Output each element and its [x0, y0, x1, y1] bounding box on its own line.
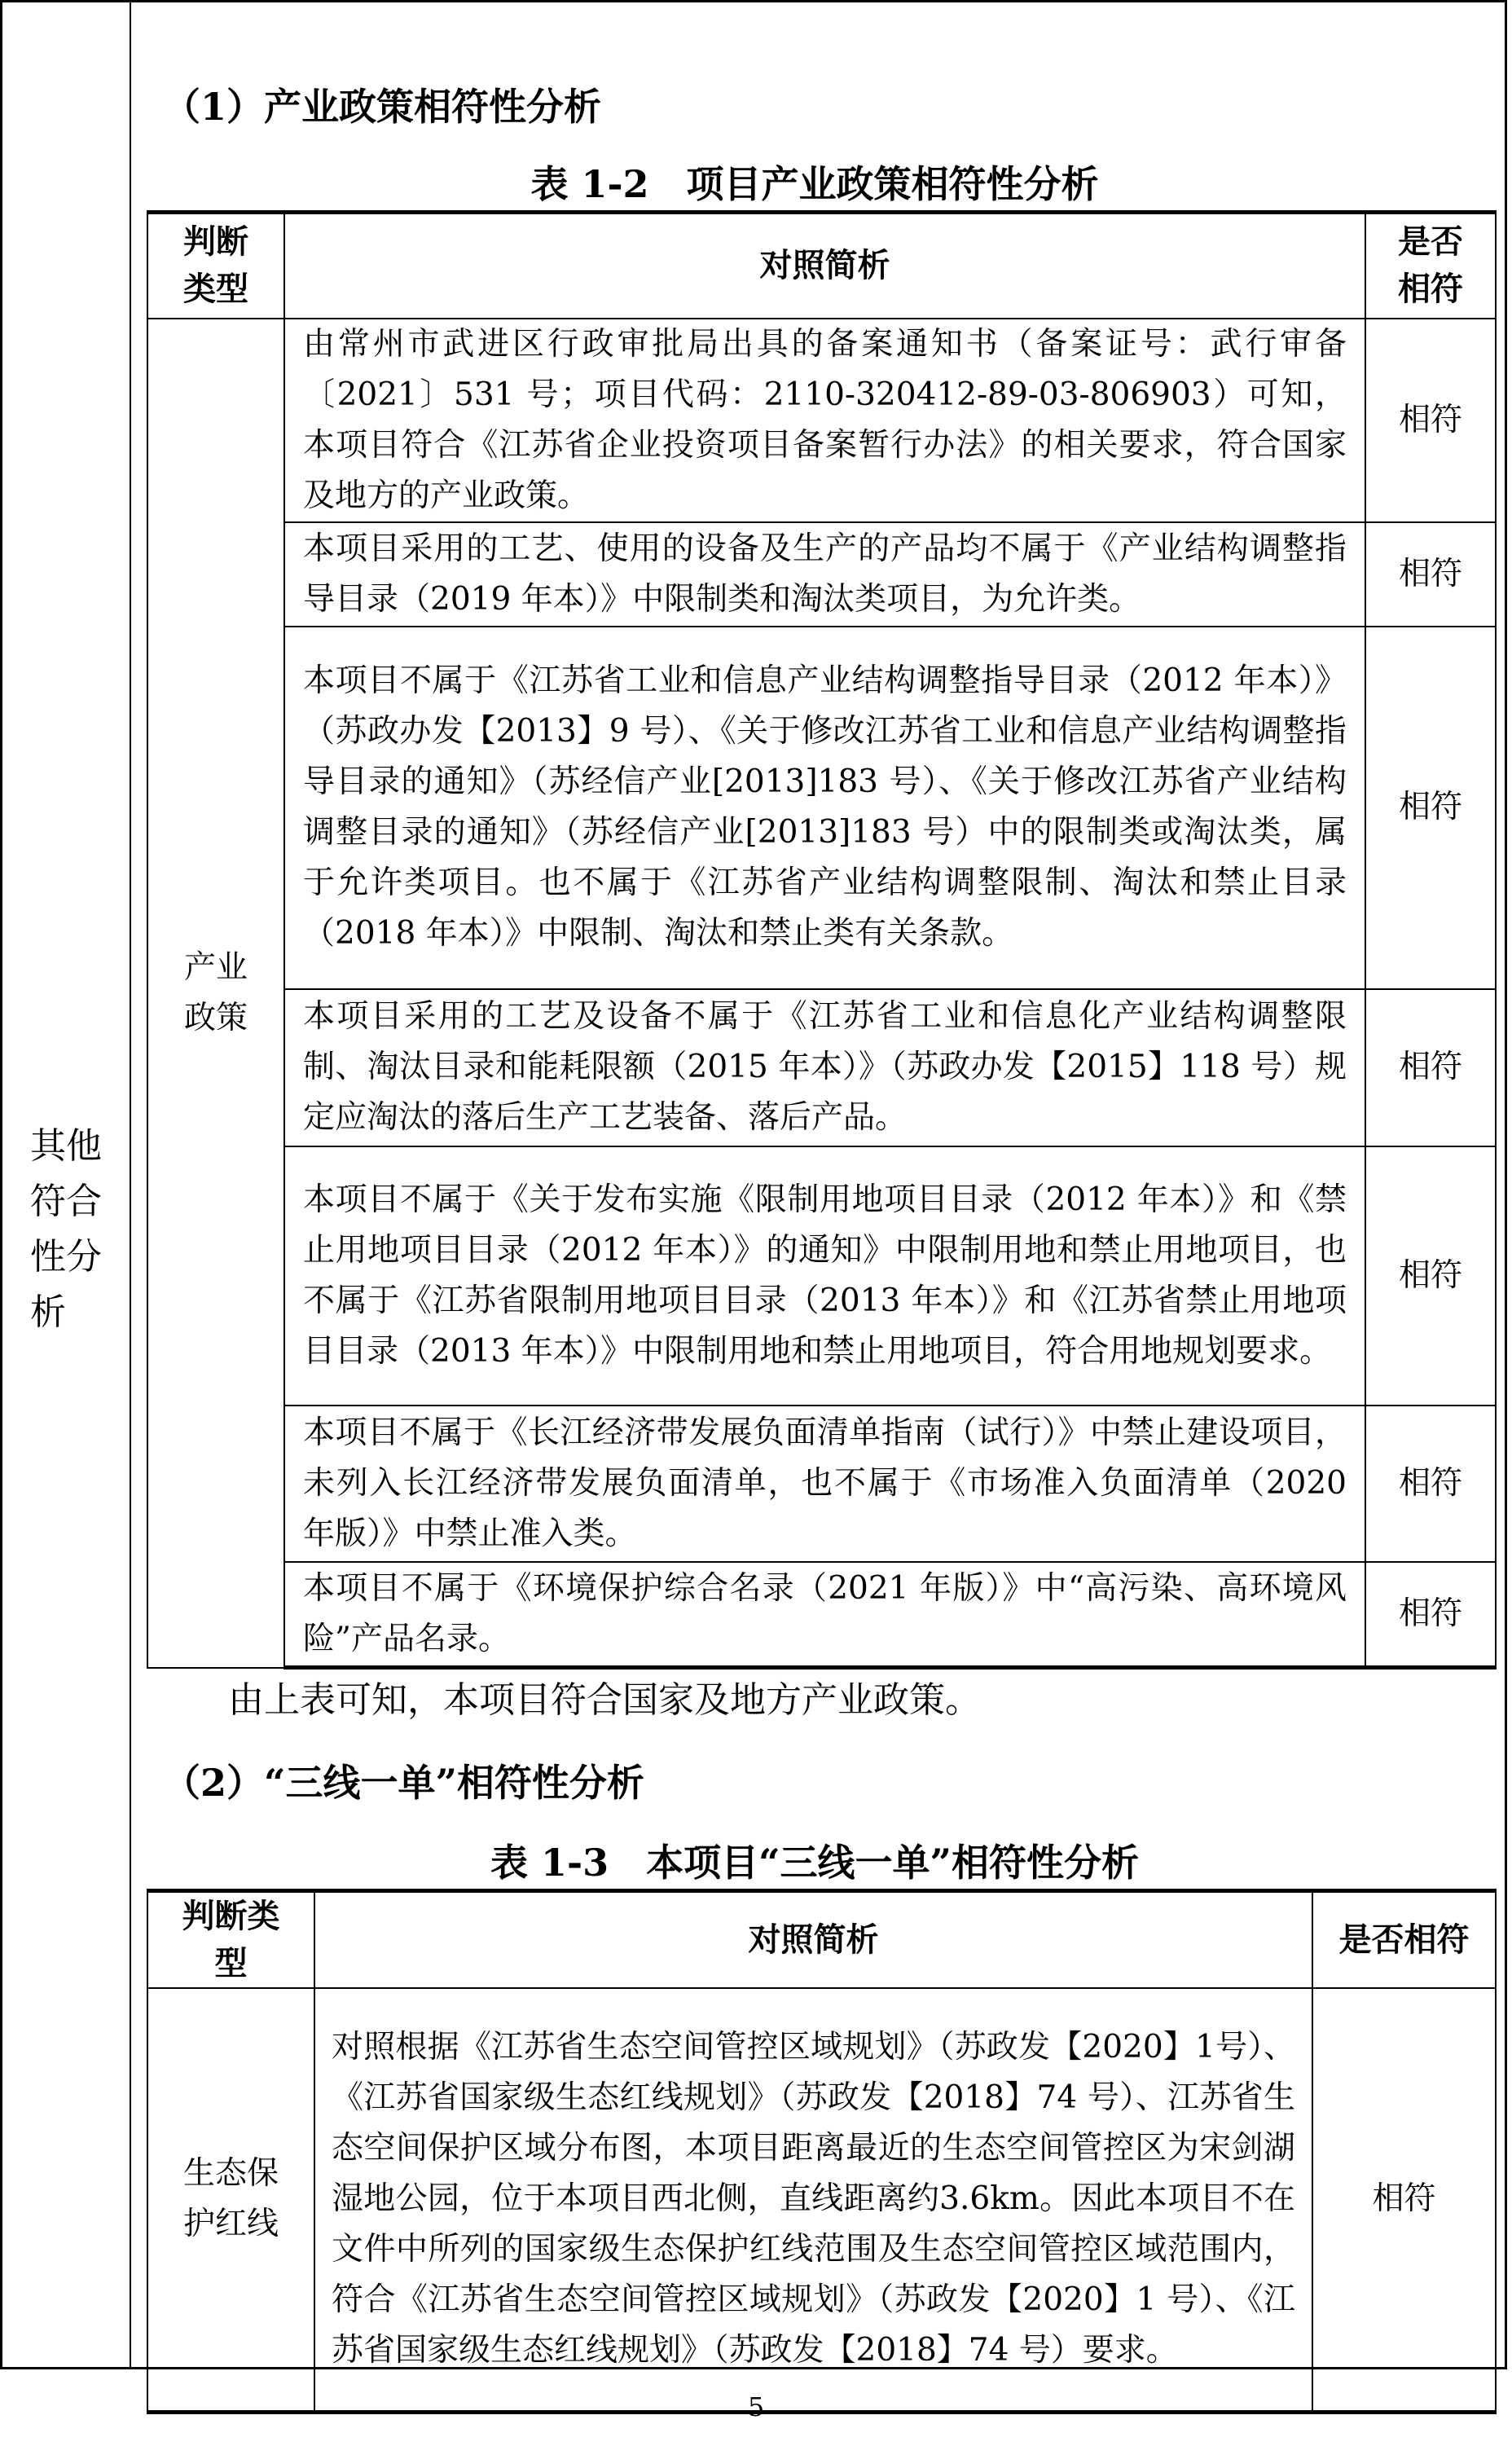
page-number: 5: [747, 2391, 765, 2422]
analysis-cell: 本项目不属于《关于发布实施《限制用地项目目录（2012 年本）》和《禁止用地项目目录（2012 年本）》的通知》中限制用地和禁止用地项目，也不属于《江苏省限制用地项目目录（2013 年本）》和《江苏省禁止用地项目目录（2013 年本）》中限制用地和禁止用地项目，符合用地规划要求。: [284, 1146, 1365, 1406]
analysis-cell: 由常州市武进区行政审批局出具的备案通知书（备案证号：武行审备〔2021〕531 号；项目代码：2110-320412-89-03-806903）可知，本项目符合《江苏省企业投资项目备案暂行办法》的相关要求，符合国家及地方的产业政策。: [284, 319, 1365, 522]
compliance-cell: 相符: [1365, 1146, 1496, 1406]
compliance-cell: 相符: [1365, 522, 1496, 627]
table-1-2-caption: 表 1-2 项目产业政策相符性分析: [530, 162, 1099, 206]
analysis-cell: 本项目不属于《江苏省工业和信息产业结构调整指导目录（2012 年本）》（苏政办发【2013】9 号）、《关于修改江苏省工业和信息产业结构调整指导目录的通知》（苏经信产业[2013]183 号）、《关于修改江苏省产业结构调整目录的通知》（苏经信产业[2013]183 号）中的限制类或淘汰类，属于允许类项目。也不属于《江苏省产业结构调整限制、淘汰和禁止目录（2018 年本）》中限制、淘汰和禁止类有关条款。: [284, 627, 1365, 989]
summary-text: 由上表可知，本项目符合国家及地方产业政策。: [228, 1679, 981, 1721]
industry-policy-table: [147, 210, 1497, 1670]
compliance-cell: 相符: [1365, 627, 1496, 989]
section-2-heading: （2）“三线一单”相符性分析: [163, 1761, 644, 1805]
compliance-cell: 相符: [1365, 1406, 1496, 1562]
table-row: [147, 1406, 1496, 1562]
table-row: [147, 627, 1496, 989]
header-judgment-type: 判断类型: [147, 1891, 314, 1989]
judgment-type-cell: 产业政策: [147, 319, 284, 1668]
header-judgment-type: 判断类型: [147, 213, 284, 319]
table-row: [147, 989, 1496, 1146]
header-comparison-analysis: 对照简析: [284, 213, 1365, 319]
table-row: [147, 1146, 1496, 1406]
analysis-cell: 本项目不属于《长江经济带发展负面清单指南（试行）》中禁止建设项目，未列入长江经济带发展负面清单，也不属于《市场准入负面清单（2020 年版）》中禁止准入类。: [284, 1406, 1365, 1562]
header-comparison-analysis: 对照简析: [314, 1891, 1312, 1989]
analysis-cell: 对照根据《江苏省生态空间管控区域规划》（苏政发【2020】1号）、《江苏省国家级生态红线规划》（苏政发【2018】74 号）、江苏省生态空间保护区域分布图，本项目距离最近的生态空间管控区为宋剑湖湿地公园，位于本项目西北侧，直线距离约3.6km。因此本项目不在文件中所列的国家级生态保护红线范围及生态空间管控区域范围内，符合《江苏省生态空间管控区域规划》（苏政发【2020】1 号）、《江苏省国家级生态红线规划》（苏政发【2018】74 号）要求。: [314, 1988, 1312, 2412]
compliance-cell: 相符: [1365, 1562, 1496, 1668]
analysis-cell: 本项目采用的工艺及设备不属于《江苏省工业和信息化产业结构调整限制、淘汰目录和能耗限额（2015 年本）》（苏政办发【2015】118 号）规定应淘汰的落后生产工艺装备、落后产品。: [284, 989, 1365, 1146]
header-compliance: 是否相符: [1312, 1891, 1496, 1989]
table-row: [147, 1988, 1496, 2412]
header-compliance: 是否相符: [1365, 213, 1496, 319]
compliance-cell: 相符: [1365, 319, 1496, 522]
section-1-heading: （1）产业政策相符性分析: [163, 85, 602, 129]
compliance-cell: 相符: [1312, 1988, 1496, 2412]
left-category-column: [2, 2, 131, 2367]
compliance-cell: 相符: [1365, 989, 1496, 1146]
analysis-cell: 本项目不属于《环境保护综合名录（2021 年版）》中“高污染、高环境风险”产品名录。: [284, 1562, 1365, 1668]
table-row: [147, 1562, 1496, 1668]
judgment-type-cell: 生态保护红线: [147, 1988, 314, 2412]
three-lines-one-list-table: [147, 1889, 1497, 2414]
table-row: [147, 522, 1496, 627]
left-category-label: 其他 符合 性分 析: [30, 1125, 102, 1333]
analysis-cell: 本项目采用的工艺、使用的设备及生产的产品均不属于《产业结构调整指导目录（2019 年本）》中限制类和淘汰类项目，为允许类。: [284, 522, 1365, 627]
table-1-3-caption: 表 1-3 本项目“三线一单”相符性分析: [490, 1841, 1140, 1885]
table-row: [147, 319, 1496, 522]
